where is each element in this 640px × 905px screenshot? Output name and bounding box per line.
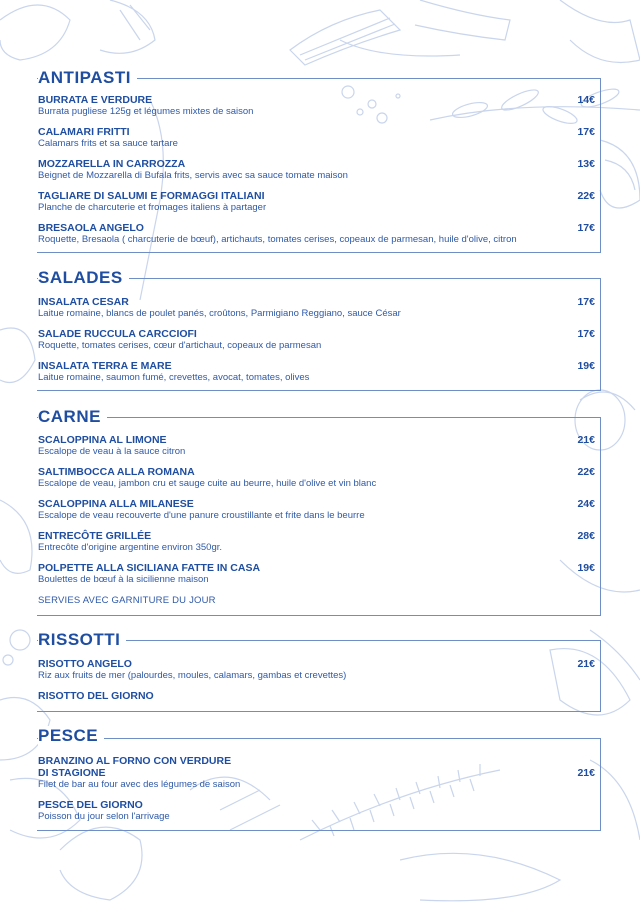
section-title: PESCE xyxy=(38,726,104,746)
item-price: 22€ xyxy=(577,466,595,478)
item-name: RISOTTO DEL GIORNO xyxy=(38,690,154,702)
item-price: 21€ xyxy=(577,767,595,779)
item-description: Escalope de veau recouverte d'une panure croustillante et frite dans le beurre xyxy=(38,510,365,521)
item-description: Filet de bar au four avec des légumes de saison xyxy=(38,779,241,790)
item-description: Roquette, tomates cerises, cœur d'artichaut, copeaux de parmesan xyxy=(38,340,322,351)
menu-item xyxy=(38,296,601,319)
item-name: PESCE DEL GIORNO xyxy=(38,799,143,811)
item-description: Escalope de veau à la sauce citron xyxy=(38,446,186,457)
item-description: Boulettes de bœuf à la sicilienne maison xyxy=(38,574,209,585)
section-title: ANTIPASTI xyxy=(38,68,137,88)
item-price: 28€ xyxy=(577,530,595,542)
menu-item xyxy=(38,434,601,457)
menu-item xyxy=(38,94,601,117)
section-title: CARNE xyxy=(38,407,107,427)
item-description: Escalope de veau, jambon cru et sauge cuite au beurre, huile d'olive et vin blanc xyxy=(38,478,377,489)
item-description: Poisson du jour selon l'arrivage xyxy=(38,811,170,822)
item-name: INSALATA TERRA E MARE xyxy=(38,360,172,372)
section-carne xyxy=(37,407,601,616)
item-price: 17€ xyxy=(577,126,595,138)
item-name: INSALATA CESAR xyxy=(38,296,129,308)
item-name: RISOTTO ANGELO xyxy=(38,658,132,670)
item-name: MOZZARELLA IN CARROZZA xyxy=(38,158,186,170)
section-antipasti xyxy=(37,68,601,253)
menu-item xyxy=(38,126,601,149)
item-description: Burrata pugliese 125g et légumes mixtes de saison xyxy=(38,106,254,117)
item-name: BRANZINO AL FORNO CON VERDURE DI STAGIONE xyxy=(38,755,232,779)
item-price: 19€ xyxy=(577,360,595,372)
item-price: 13€ xyxy=(577,158,595,170)
item-name: SCALOPPINA AL LIMONE xyxy=(38,434,167,446)
item-price: 24€ xyxy=(577,498,595,510)
item-price: 14€ xyxy=(577,94,595,106)
item-name: SALADE RUCCULA CARCCIOFI xyxy=(38,328,197,340)
menu-item xyxy=(38,755,601,790)
menu-item xyxy=(38,690,601,702)
menu-item xyxy=(38,158,601,181)
menu-item xyxy=(38,328,601,351)
section-pesce xyxy=(37,726,601,831)
item-name: CALAMARI FRITTI xyxy=(38,126,130,138)
menu-item xyxy=(38,222,601,245)
section-title: SALADES xyxy=(38,268,129,288)
item-price: 19€ xyxy=(577,562,595,574)
item-name: SALTIMBOCCA ALLA ROMANA xyxy=(38,466,195,478)
item-name: POLPETTE ALLA SICILIANA FATTE IN CASA xyxy=(38,562,261,574)
item-description: Entrecôte d'origine argentine environ 350gr. xyxy=(38,542,223,553)
section-rissotti xyxy=(37,630,601,712)
menu-item xyxy=(38,466,601,489)
item-description: Planche de charcuterie et fromages italiens à partager xyxy=(38,202,267,213)
section-note: SERVIES AVEC GARNITURE DU JOUR xyxy=(38,595,216,606)
item-description: Calamars frits et sa sauce tartare xyxy=(38,138,178,149)
item-description: Beignet de Mozzarella di Bufala frits, servis avec sa sauce tomate maison xyxy=(38,170,348,181)
menu-item xyxy=(38,498,601,521)
item-name: ENTRECÔTE GRILLÉE xyxy=(38,530,152,542)
item-price: 17€ xyxy=(577,222,595,234)
menu-item xyxy=(38,658,601,681)
menu-item xyxy=(38,360,601,383)
lemon-sketch-icon xyxy=(0,0,155,60)
menu-item xyxy=(38,562,601,585)
item-name: BRESAOLA ANGELO xyxy=(38,222,144,234)
item-price: 17€ xyxy=(577,328,595,340)
menu-item xyxy=(38,530,601,553)
item-description: Laitue romaine, saumon fumé, crevettes, avocat, tomates, olives xyxy=(38,372,310,383)
item-name: BURRATA E VERDURE xyxy=(38,94,153,106)
section-title: RISSOTTI xyxy=(38,630,126,650)
item-price: 21€ xyxy=(577,658,595,670)
item-name: SCALOPPINA ALLA MILANESE xyxy=(38,498,194,510)
item-name: TAGLIARE DI SALUMI E FORMAGGI ITALIANI xyxy=(38,190,265,202)
item-price: 22€ xyxy=(577,190,595,202)
menu-item xyxy=(38,190,601,213)
menu-item xyxy=(38,799,601,822)
item-description: Roquette, Bresaola ( charcuterie de bœuf), artichauts, tomates cerises, copeaux de parmesan, huile d'olive, citron xyxy=(38,234,517,245)
item-price: 17€ xyxy=(577,296,595,308)
item-description: Laitue romaine, blancs de poulet panés, croûtons, Parmigiano Reggiano, sauce César xyxy=(38,308,401,319)
item-description: Riz aux fruits de mer (palourdes, moules, calamars, gambas et crevettes) xyxy=(38,670,347,681)
item-price: 21€ xyxy=(577,434,595,446)
pasta-sketch-icon xyxy=(290,0,640,65)
section-salades xyxy=(37,268,601,391)
